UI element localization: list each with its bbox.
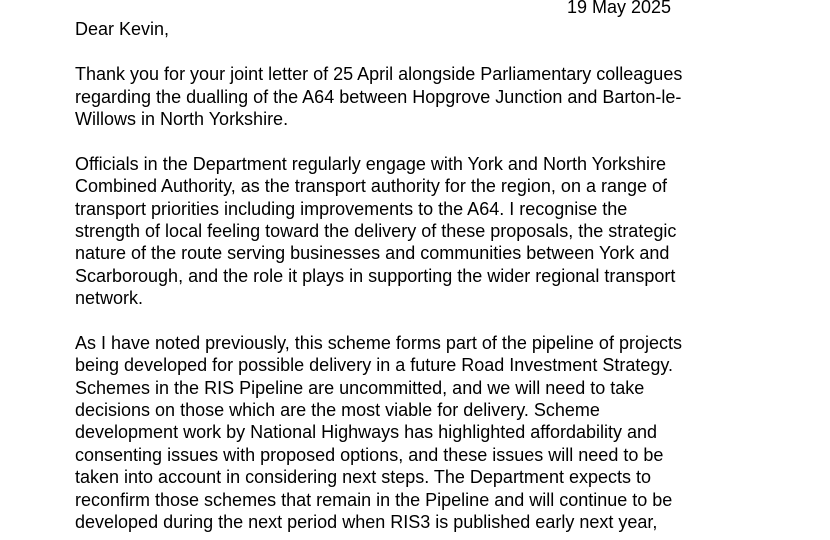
paragraph-2	[0, 153, 830, 310]
paragraph-line: network.	[75, 288, 144, 309]
paragraph-line: reconfirm those schemes that remain in the Pipeline and will continue to be	[75, 489, 673, 510]
paragraph-line: Willows in North Yorkshire.	[75, 108, 289, 129]
paragraph-line: Combined Authority, as the transport authority for the region, on a range of	[75, 176, 668, 197]
blank-line	[0, 130, 830, 152]
paragraph-line: developed during the next period when RIS3 is published early next year,	[75, 511, 658, 532]
paragraph-line: decisions on those which are the most viable for delivery. Scheme	[75, 400, 600, 421]
salutation: Dear Kevin,	[75, 19, 170, 40]
blank-line	[0, 309, 830, 331]
blank-line	[0, 41, 830, 63]
paragraph-line: being developed for possible delivery in a future Road Investment Strategy.	[75, 355, 674, 376]
paragraph-line: transport priorities including improvements to the A64. I recognise the	[75, 198, 628, 219]
paragraph-line: regarding the dualling of the A64 between Hopgrove Junction and Barton-le-	[75, 86, 682, 107]
paragraph-line: consenting issues with proposed options, and these issues will need to be	[75, 444, 664, 465]
paragraph-line: Thank you for your joint letter of 25 April alongside Parliamentary colleagues	[75, 64, 683, 85]
paragraph-line: As I have noted previously, this scheme forms part of the pipeline of projects	[75, 332, 682, 353]
paragraph-line: Officials in the Department regularly engage with York and North Yorkshire	[75, 153, 667, 174]
paragraph-line: strength of local feeling toward the delivery of these proposals, the strategic	[75, 220, 677, 241]
paragraph-line: Schemes in the RIS Pipeline are uncommitted, and we will need to take	[75, 377, 645, 398]
paragraph-line: nature of the route serving businesses and communities between York and	[75, 243, 670, 264]
paragraph-line: Scarborough, and the role it plays in supporting the wider regional transport	[75, 265, 676, 286]
paragraph-1	[0, 63, 830, 130]
paragraph-3	[0, 332, 830, 534]
paragraph-line: taken into account in considering next steps. The Department expects to	[75, 467, 651, 488]
paragraph-line: development work by National Highways has highlighted affordability and	[75, 422, 658, 443]
letter-date: 19 May 2025	[567, 0, 672, 17]
